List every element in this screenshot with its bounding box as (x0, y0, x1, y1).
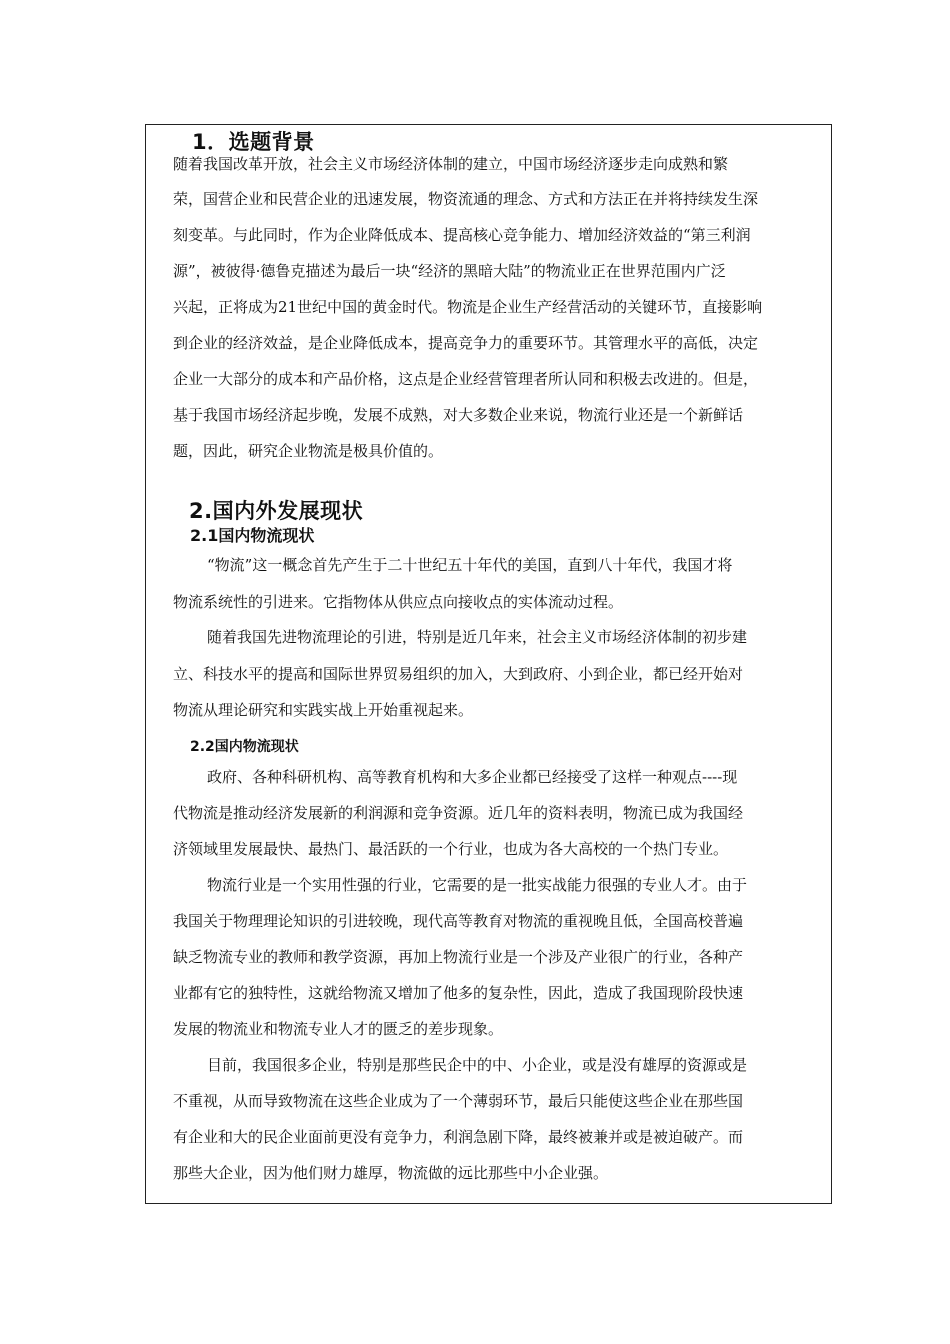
body-line: 缺乏物流专业的教师和教学资源，再加上物流行业是一个涉及产业很广的行业，各种产 (173, 948, 744, 966)
body-line: 物流从理论研究和实践实战上开始重视起来。 (173, 701, 474, 719)
content-table-frame (145, 124, 832, 1204)
body-line: 题，因此，研究企业物流是极具价值的。 (173, 442, 444, 460)
body-line: 不重视，从而导致物流在这些企业成为了一个薄弱环节，最后只能使这些企业在那些国 (173, 1092, 744, 1110)
section-2-1-title: 2.1国内物流现状 (190, 526, 315, 545)
body-line: 物流系统性的引进来。它指物体从供应点向接收点的实体流动过程。 (173, 593, 624, 611)
section-2-title: 2.国内外发展现状 (189, 499, 364, 523)
body-line: 荣，国营企业和民营企业的迅速发展，物资流通的理念、方式和方法正在并将持续发生深 (173, 190, 759, 208)
body-line: 随着我国先进物流理论的引进，特别是近几年来，社会主义市场经济体制的初步建 (207, 628, 748, 646)
body-line: 那些大企业，因为他们财力雄厚，物流做的远比那些中小企业强。 (173, 1164, 609, 1182)
body-line: 业都有它的独特性，这就给物流又增加了他多的复杂性，因此，造成了我国现阶段快速 (173, 984, 744, 1002)
body-line: 刻变革。与此同时，作为企业降低成本、提高核心竞争能力、增加经济效益的“第三利润 (173, 226, 751, 244)
body-line: 发展的物流业和物流专业人才的匮乏的差步现象。 (173, 1020, 504, 1038)
body-line: 政府、各种科研机构、高等教育机构和大多企业都已经接受了这样一种观点----现 (207, 768, 738, 786)
body-line: 有企业和大的民企业面前更没有竞争力，利润急剧下降，最终被兼并或是被迫破产。而 (173, 1128, 744, 1146)
body-line: 物流行业是一个实用性强的行业，它需要的是一批实战能力很强的专业人才。由于 (207, 876, 748, 894)
body-line: 源”，被彼得·德鲁克描述为最后一块“经济的黑暗大陆”的物流业正在世界范围内广泛 (173, 262, 726, 280)
body-line: 立、科技水平的提高和国际世界贸易组织的加入，大到政府、小到企业，都已经开始对 (173, 665, 744, 683)
section-2-2-title: 2.2国内物流现状 (190, 739, 299, 755)
body-line: 代物流是推动经济发展新的利润源和竞争资源。近几年的资料表明，物流已成为我国经 (173, 804, 744, 822)
body-line: 基于我国市场经济起步晚，发展不成熟，对大多数企业来说，物流行业还是一个新鲜话 (173, 406, 744, 424)
body-line: 济领域里发展最快、最热门、最活跃的一个行业，也成为各大高校的一个热门专业。 (173, 840, 729, 858)
body-line: “物流”这一概念首先产生于二十世纪五十年代的美国，直到八十年代，我国才将 (207, 556, 733, 574)
body-line: 兴起，正将成为21世纪中国的黄金时代。物流是企业生产经营活动的关键环节，直接影响 (173, 298, 763, 316)
section-1-title: 1．选题背景 (192, 130, 315, 154)
body-line: 目前，我国很多企业，特别是那些民企中的中、小企业，或是没有雄厚的资源或是 (207, 1056, 748, 1074)
body-line: 到企业的经济效益，是企业降低成本，提高竞争力的重要环节。其管理水平的高低，决定 (173, 334, 759, 352)
body-line: 企业一大部分的成本和产品价格，这点是企业经营管理者所认同和积极去改进的。但是， (173, 370, 759, 388)
body-line: 我国关于物理理论知识的引进较晚，现代高等教育对物流的重视晚且低，全国高校普遍 (173, 912, 744, 930)
body-line: 随着我国改革开放，社会主义市场经济体制的建立，中国市场经济逐步走向成熟和繁 (173, 155, 729, 173)
